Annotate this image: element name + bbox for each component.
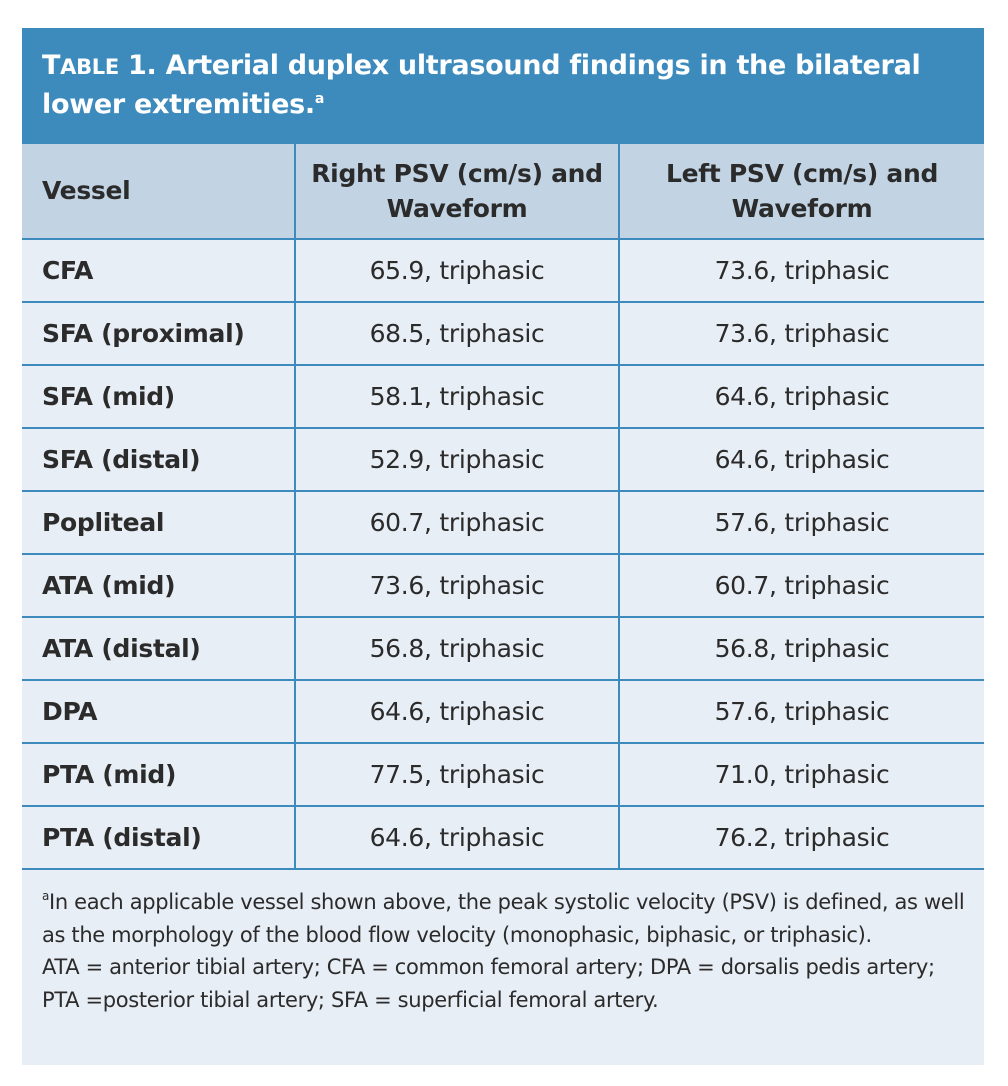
table-row — [22, 239, 984, 302]
title-number: 1. — [128, 50, 157, 81]
table-card — [22, 28, 984, 1065]
table-row — [22, 806, 984, 869]
right-psv-cell: 77.5, triphasic — [295, 743, 619, 806]
column-header-right-line2: Waveform — [386, 194, 528, 223]
left-psv-cell: 56.8, triphasic — [619, 617, 984, 680]
column-header-left — [619, 144, 984, 239]
vessel-cell: SFA (proximal) — [22, 302, 295, 365]
left-psv-cell: 57.6, triphasic — [619, 491, 984, 554]
vessel-cell: PTA (distal) — [22, 806, 295, 869]
table-row — [22, 491, 984, 554]
right-psv-cell: 52.9, triphasic — [295, 428, 619, 491]
left-psv-cell: 64.6, triphasic — [619, 428, 984, 491]
column-header-right-line1: Right PSV (cm/s) and — [311, 159, 603, 188]
left-psv-cell: 73.6, triphasic — [619, 302, 984, 365]
title-text: Arterial duplex ultrasound findings in the bilateral lower extremities. — [42, 50, 921, 120]
left-psv-cell: 57.6, triphasic — [619, 680, 984, 743]
left-psv-cell: 71.0, triphasic — [619, 743, 984, 806]
title-label-initial: T — [42, 50, 61, 81]
left-psv-cell: 64.6, triphasic — [619, 365, 984, 428]
table-row — [22, 680, 984, 743]
column-header-left-line2: Waveform — [731, 194, 873, 223]
vessel-cell: Popliteal — [22, 491, 295, 554]
column-header-vessel-label: Vessel — [42, 175, 131, 205]
table-row — [22, 743, 984, 806]
column-header-left-line1: Left PSV (cm/s) and — [665, 159, 939, 188]
table-title — [22, 28, 984, 144]
left-psv-cell: 76.2, triphasic — [619, 806, 984, 869]
table-row — [22, 554, 984, 617]
footnote-note-text: In each applicable vessel shown above, the peak systolic velocity (PSV) is defined, as well as the morphology of the blood flow velocity (monophasic, biphasic, or triphasic). — [42, 890, 965, 947]
right-psv-cell: 64.6, triphasic — [295, 680, 619, 743]
footnote-abbreviations: ATA = anterior tibial artery; CFA = common femoral artery; DPA = dorsalis pedis artery; PTA =posterior tibial artery; SFA = superficial femoral artery. — [42, 955, 935, 1012]
vessel-cell: PTA (mid) — [22, 743, 295, 806]
vessel-cell: SFA (mid) — [22, 365, 295, 428]
table-footnote — [42, 886, 972, 1016]
right-psv-cell: 73.6, triphasic — [295, 554, 619, 617]
table-row — [22, 617, 984, 680]
column-header-vessel — [22, 144, 295, 239]
vessel-cell: ATA (mid) — [22, 554, 295, 617]
right-psv-cell: 56.8, triphasic — [295, 617, 619, 680]
findings-table — [22, 144, 984, 870]
table-row — [22, 302, 984, 365]
vessel-cell: ATA (distal) — [22, 617, 295, 680]
vessel-cell: SFA (distal) — [22, 428, 295, 491]
left-psv-cell: 60.7, triphasic — [619, 554, 984, 617]
right-psv-cell: 68.5, triphasic — [295, 302, 619, 365]
footnote-note — [42, 886, 972, 951]
right-psv-cell: 65.9, triphasic — [295, 239, 619, 302]
table-row — [22, 365, 984, 428]
vessel-cell: DPA — [22, 680, 295, 743]
table-row — [22, 428, 984, 491]
right-psv-cell: 60.7, triphasic — [295, 491, 619, 554]
title-footnote-marker: a — [314, 91, 324, 107]
right-psv-cell: 58.1, triphasic — [295, 365, 619, 428]
header-row — [22, 144, 984, 239]
column-header-right — [295, 144, 619, 239]
left-psv-cell: 73.6, triphasic — [619, 239, 984, 302]
vessel-cell: CFA — [22, 239, 295, 302]
title-label-rest: ABLE — [60, 55, 119, 79]
right-psv-cell: 64.6, triphasic — [295, 806, 619, 869]
footnote-marker: a — [42, 889, 50, 903]
